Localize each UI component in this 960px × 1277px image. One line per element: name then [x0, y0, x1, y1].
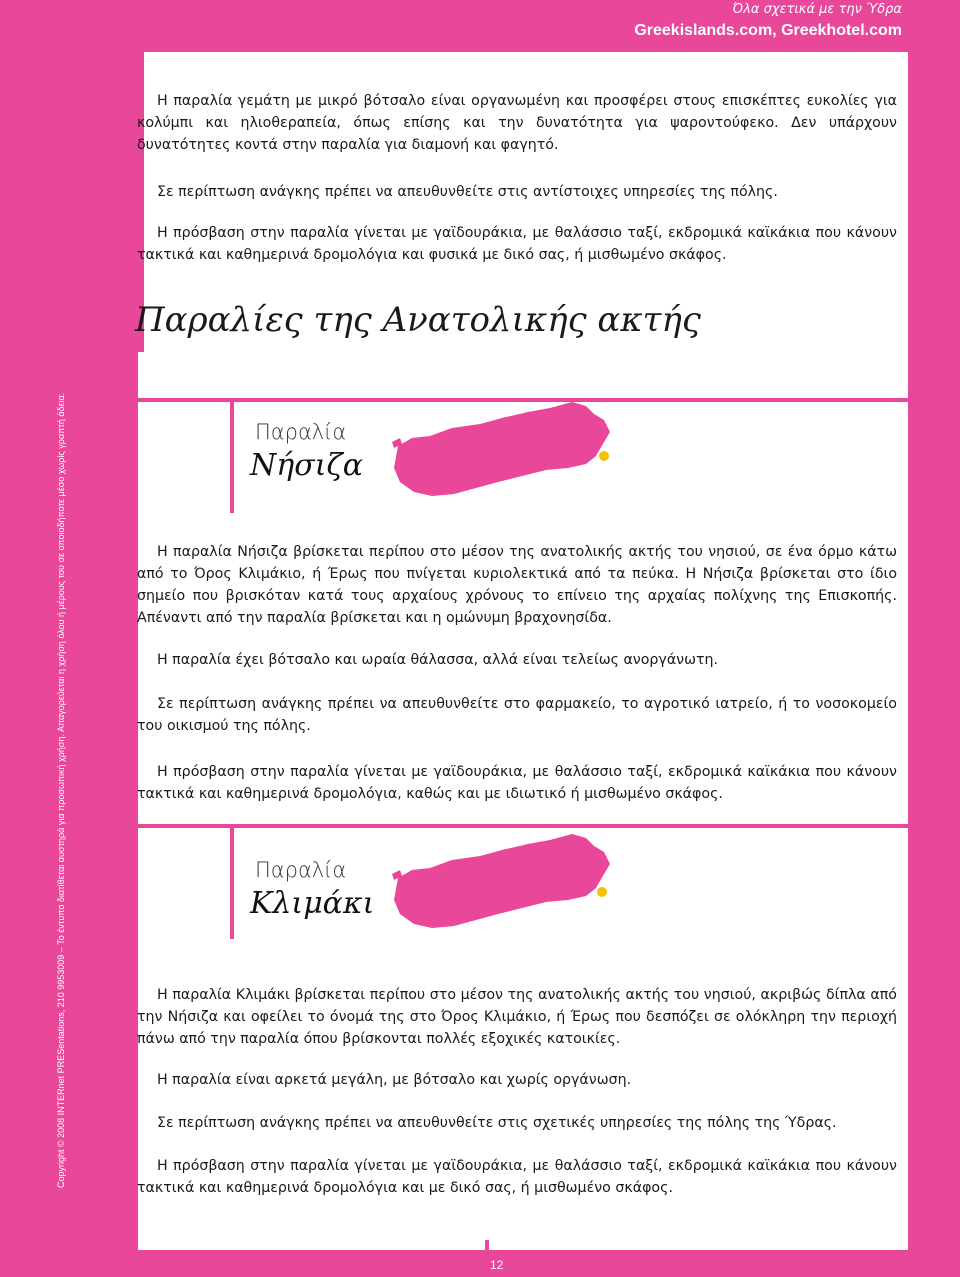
- left-band: [0, 0, 138, 1277]
- beach2-frame-divider: [230, 824, 234, 939]
- footer-band: [0, 1250, 960, 1277]
- beach2-paragraph-4: Η πρόσβαση στην παραλία γίνεται με γαϊδουράκια, με θαλάσσιο ταξί, εκδρομικά καϊκάκια που κάνουν τακτικά και καθημερινά δρομολόγια και με δικό σας, ή μισθωμένο σκάφος.: [137, 1158, 897, 1196]
- header-sites: Greekislands.com, Greekhotel.com: [634, 22, 902, 39]
- beach2-label: Παραλία: [255, 858, 347, 882]
- beach1-label: Παραλία: [255, 420, 347, 444]
- header-subtitle: Όλα σχετικά με την Ύδρα: [732, 2, 902, 17]
- island-shape: [394, 834, 610, 928]
- intro-paragraph-1: Η παραλία γεμάτη με μικρό βότσαλο είναι οργανωμένη και προσφέρει στους επισκέπτες ευκολίες για κολύμπι και ηλιοθεραπεία, όπως επίσης και την δυνατότητα για ψαροντούφεκο. Δεν υπάρχουν δυνατότητες κοντά στην παραλία για διαμονή και φαγητό.: [137, 93, 897, 153]
- beach2-paragraph-2: Η παραλία είναι αρκετά μεγάλη, με βότσαλο και χωρίς οργάνωση.: [157, 1072, 632, 1088]
- beach-marker-icon: [596, 886, 608, 898]
- beach1-paragraph-2: Η παραλία έχει βότσαλο και ωραία θάλασσα, αλλά είναι τελείως ανοργάνωτη.: [157, 652, 719, 668]
- beach2-island-map: [390, 830, 630, 940]
- page-number: 12: [490, 1258, 504, 1272]
- intro-paragraph-3: Η πρόσβαση στην παραλία γίνεται με γαϊδουράκια, με θαλάσσιο ταξί, εκδρομικά καϊκάκια που κάνουν τακτικά και καθημερινά δρομολόγια και φυσικά με δικό σας, ή μισθωμένο σκάφος.: [137, 225, 897, 263]
- beach2-name: Κλιμάκι: [250, 886, 375, 921]
- beach1-name: Νήσιζα: [250, 448, 363, 483]
- beach2-paragraph-1: Η παραλία Κλιμάκι βρίσκεται περίπου στο μέσον της ανατολικής ακτής του νησιού, ακριβώς δίπλα από την Νήσιζα και οφείλει το όνομά της στο Όρος Κλιμάκιο, ή Έρως που δεσπόζει σε ολόκληρη την περιοχή πάνω από την παραλία όπου βρίσκονται πολλές εξοχικές κατοικίες.: [137, 987, 897, 1047]
- beach2-paragraph-3: Σε περίπτωση ανάγκης πρέπει να απευθυνθείτε στις σχετικές υπηρεσίες της πόλης της Ύδρας.: [157, 1115, 837, 1131]
- right-band: [908, 0, 960, 1277]
- beach1-island-map: [390, 398, 630, 508]
- beach1-paragraph-4: Η πρόσβαση στην παραλία γίνεται με γαϊδουράκια, με θαλάσσιο ταξί, εκδρομικά καϊκάκια που κάνουν τακτικά και καθημερινά δρομολόγια, καθώς και με ιδιωτικό ή μισθωμένο σκάφος.: [137, 764, 897, 802]
- beach1-paragraph-3: Σε περίπτωση ανάγκης πρέπει να απευθυνθείτε στο φαρμακείο, το αγροτικό ιατρείο, ή το νοσοκομείο του οικισμού της πόλης.: [137, 696, 897, 734]
- beach-marker-icon: [598, 450, 610, 462]
- island-shape: [394, 402, 610, 496]
- section-title: Παραλίες της Ανατολικής ακτής: [135, 300, 701, 340]
- page-number-divider: [485, 1240, 489, 1277]
- beach1-frame-divider: [230, 398, 234, 513]
- copyright-notice: Copyright © 2008 INTERnet PRESentations, 210 9953009 – Το έντυπο διατίθεται αυστηρά για προσωπική χρήση. Απαγορεύεται η χρήση όλου ή μέρους του σε οποιοδήποτε μέσο χωρίς γραπτή άδεια.: [56, 392, 66, 1188]
- intro-paragraph-2: Σε περίπτωση ανάγκης πρέπει να απευθυνθείτε στις αντίστοιχες υπηρεσίες της πόλης.: [157, 184, 778, 200]
- beach1-paragraph-1: Η παραλία Νήσιζα βρίσκεται περίπου στο μέσον της ανατολικής ακτής του νησιού, σε ένα όρμο κάτω από το Όρος Κλιμάκιο, ή Έρως που πνίγεται κυριολεκτικά από τα πεύκα. Η Νήσιζα βρίσκεται στο ίδιο σημείο που βρισκόταν κατά τους αρχαίους χρόνους το επίνειο της αρχαίας πολίχνης της Επισκοπής. Απέναντι από την παραλία βρίσκεται και η ομώνυμη βραχονησίδα.: [137, 544, 897, 626]
- beach2-frame-line: [138, 824, 928, 828]
